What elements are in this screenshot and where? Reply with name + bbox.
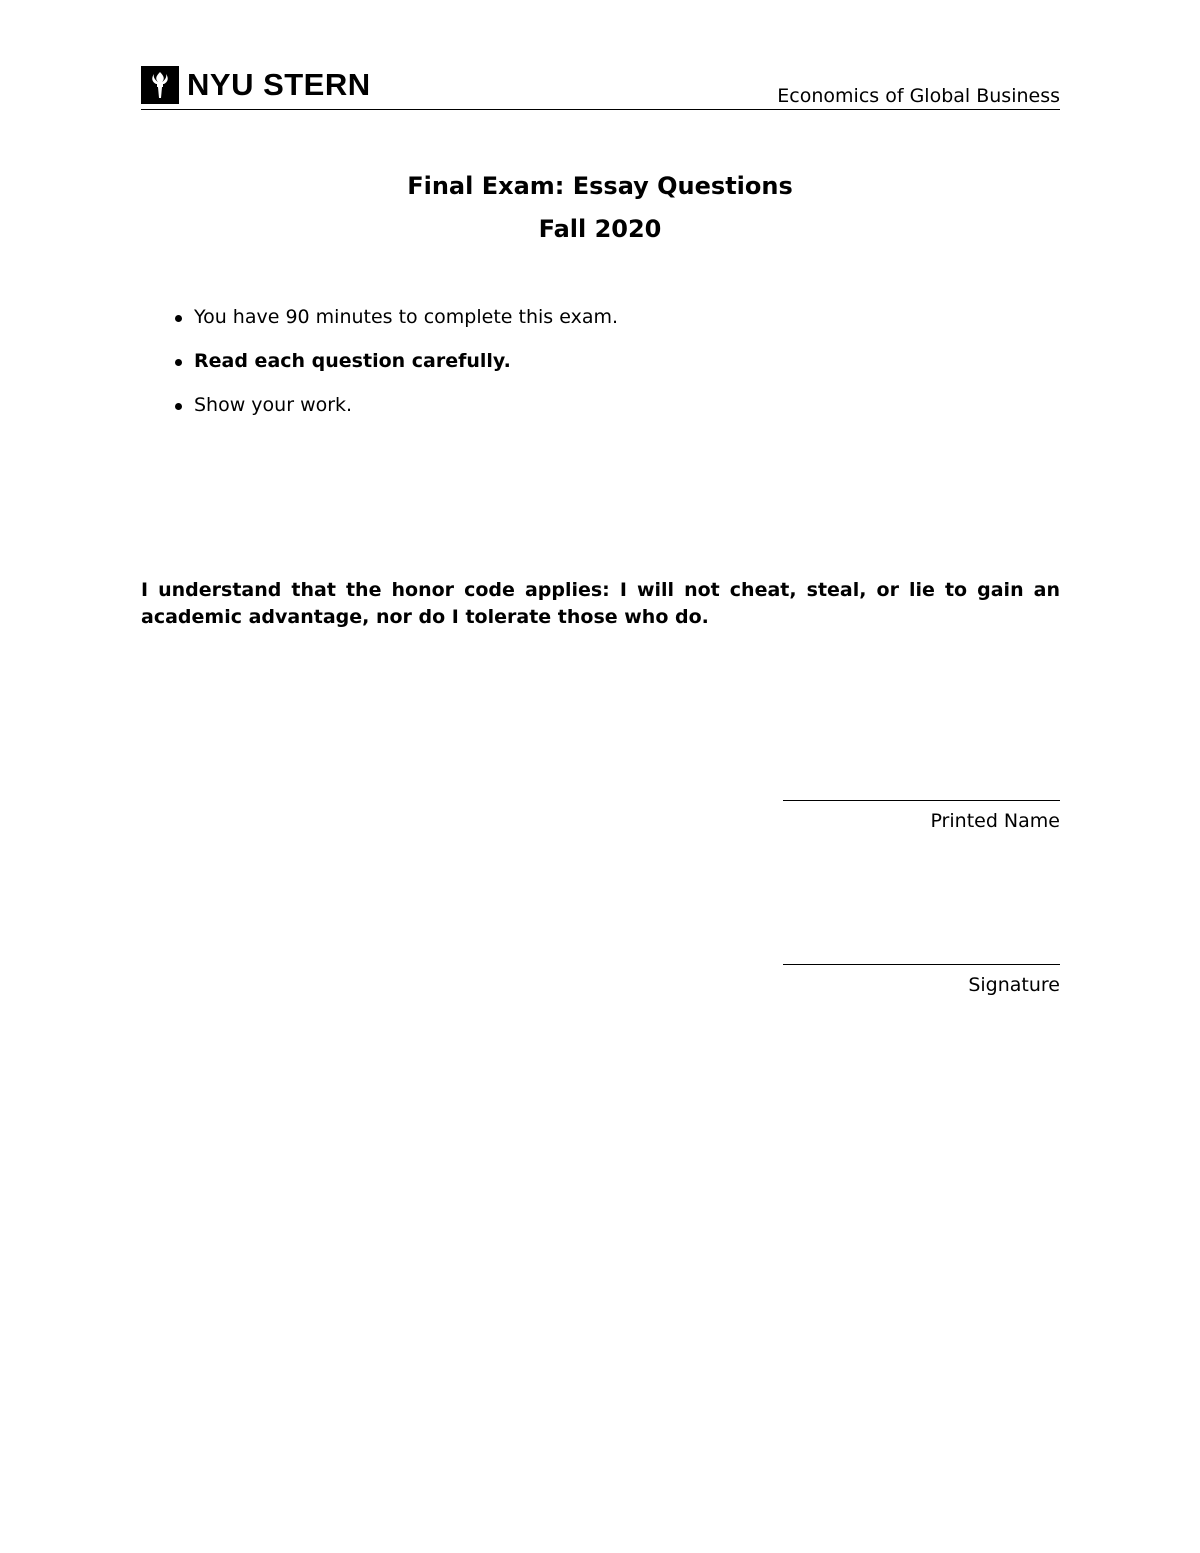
nyu-stern-logo [141, 66, 371, 104]
signature-line[interactable] [783, 964, 1060, 965]
logo-text: NYU STERN [187, 67, 371, 102]
instruction-item [172, 305, 618, 329]
exam-term: Fall 2020 [538, 215, 662, 243]
course-title: Economics of Global Business [777, 85, 1060, 107]
bullet-icon [175, 315, 182, 322]
header-divider [141, 109, 1060, 110]
instructions-list [172, 305, 618, 437]
bullet-icon [175, 359, 182, 366]
printed-name-line[interactable] [783, 800, 1060, 801]
printed-name-label: Printed Name [930, 810, 1060, 832]
torch-icon [141, 66, 179, 104]
exam-title: Final Exam: Essay Questions [407, 172, 793, 200]
instruction-text: Show your work. [194, 394, 353, 416]
instruction-item [172, 349, 618, 373]
instruction-text: Read each question carefully. [194, 350, 511, 372]
instruction-item [172, 393, 618, 417]
instruction-text: You have 90 minutes to complete this exam. [194, 306, 619, 328]
printed-name-field[interactable] [783, 800, 1060, 833]
bullet-icon [175, 403, 182, 410]
honor-code-statement: I understand that the honor code applies: I will not cheat, steal, or lie to gain an academic advantage, nor do I tolerate those who do. [141, 579, 1060, 628]
page-header [141, 66, 1060, 110]
signature-label: Signature [968, 974, 1060, 996]
signature-field[interactable] [783, 964, 1060, 997]
